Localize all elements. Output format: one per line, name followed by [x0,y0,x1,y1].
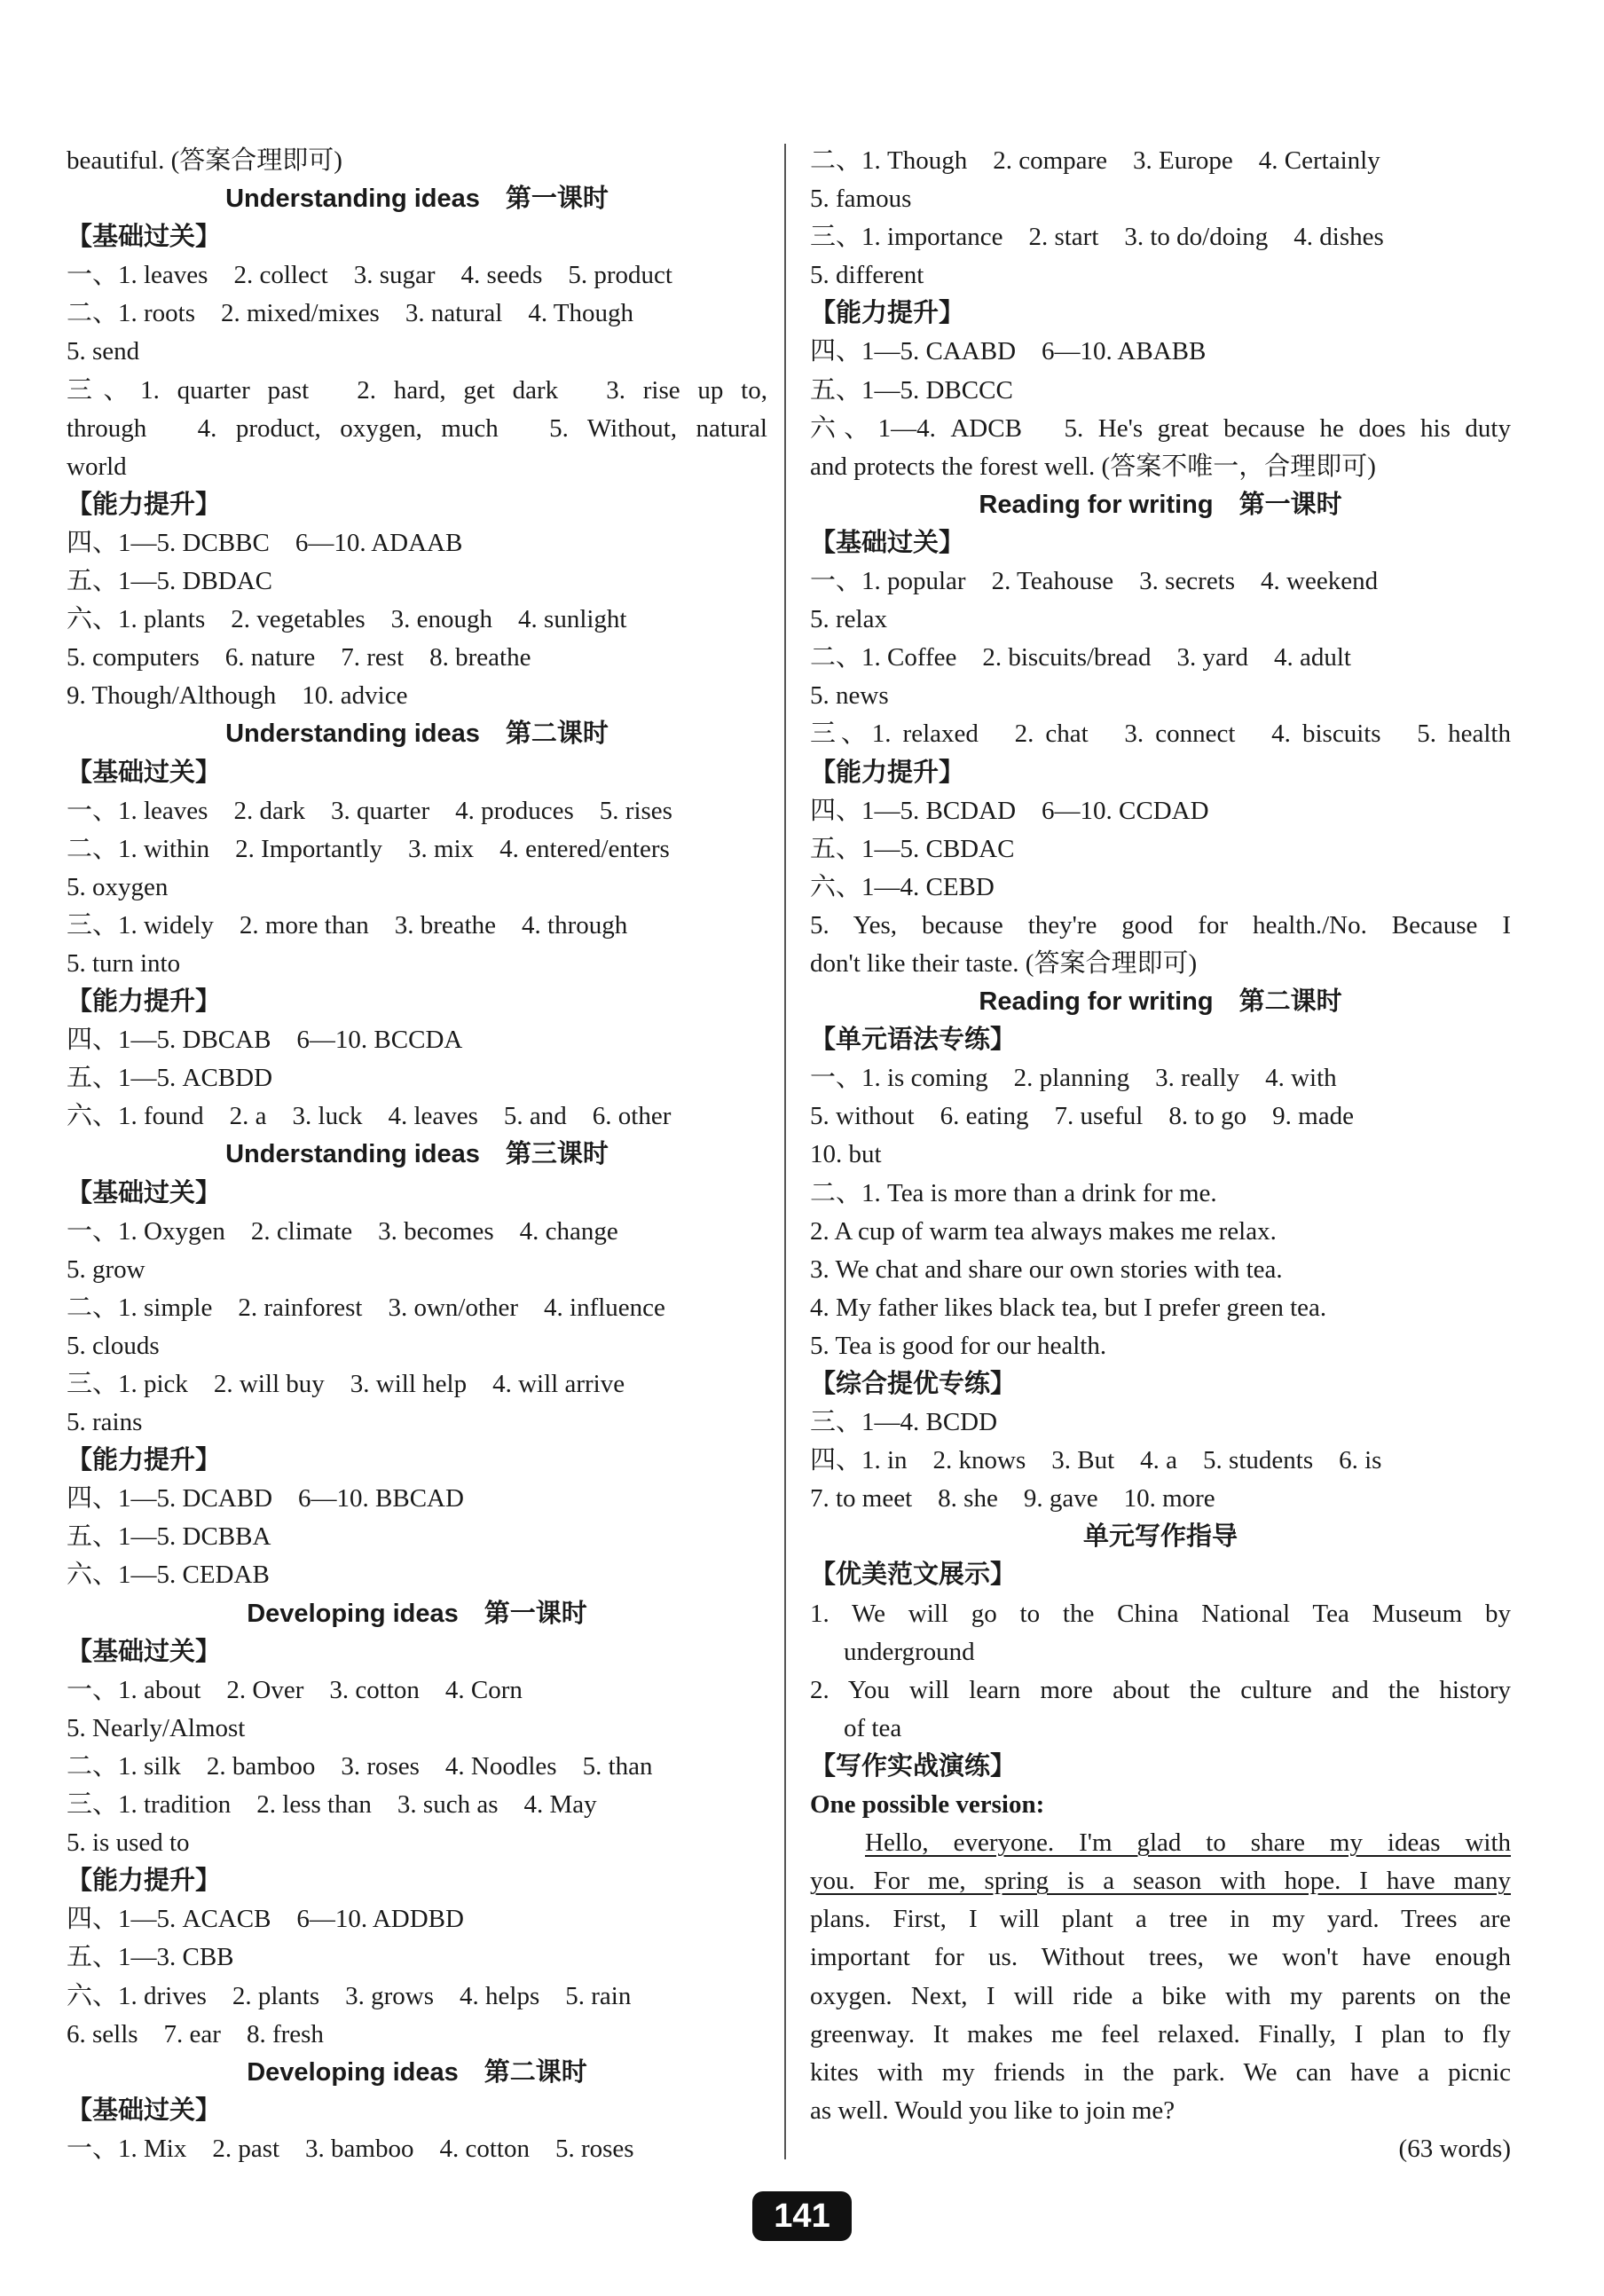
answer-line: important for us. Without trees, we won't have enough [810,1943,1511,1972]
answer-line: you. For me, spring is a season with hope. I have many [810,1867,1511,1896]
answer-line: 五、1—5. DBCCC [810,375,1013,405]
subsection-tag: 【基础过关】 [67,2095,222,2125]
right-column [810,142,1511,2168]
answer-line: 5. news [810,681,889,711]
answer-line: 1. We will go to the China National Tea Museum by [810,1599,1511,1628]
answer-line: 5. without 6. eating 7. useful 8. to go 9. made [810,1102,1354,1131]
answer-line: Hello, everyone. I'm glad to share my ideas with [865,1828,1511,1858]
section-heading: 单元写作指导 [1082,1522,1238,1552]
subsection-tag: 【优美范文展示】 [810,1561,1017,1590]
answer-line: oxygen. Next, I will ride a bike with my parents on the [810,1981,1511,2010]
answer-line: 六、1—4. ADCB 5. He's great because he does his duty [810,413,1511,443]
subsection-tag: 【能力提升】 [67,1867,222,1896]
answer-line: 四、1—5. ACACB 6—10. ADDBD [67,1905,464,1934]
answer-line: 7. to meet 8. she 9. gave 10. more [810,1484,1215,1514]
subsection-tag: 【能力提升】 [67,1446,222,1475]
answer-line: 5. oxygen [67,872,169,901]
section-heading: Reading for writing 第二课时 [979,987,1342,1017]
answer-line: 三、1. quarter past 2. hard, get dark 3. rise up to, [67,375,767,405]
subsection-tag: 【写作实战演练】 [810,1751,1017,1781]
answer-line: beautiful. (答案合理即可) [67,146,342,175]
subsection-tag: 【基础过关】 [810,528,965,557]
answer-line: 6. sells 7. ear 8. fresh [67,2019,324,2048]
answer-line: 二、1. within 2. Importantly 3. mix 4. entered/enters [67,834,670,863]
subsection-tag: 【能力提升】 [810,299,965,328]
answer-line: 一、1. leaves 2. collect 3. sugar 4. seeds 5. product [67,261,672,290]
answer-line: world [67,452,127,481]
answer-line: 五、1—5. DBDAC [67,567,273,596]
answer-line: through 4. product, oxygen, much 5. Without, natural [67,413,767,443]
answer-line: and protects the forest well. (答案不唯一，合理即可) [810,452,1376,481]
section-heading: Developing ideas 第一课时 [247,1599,587,1628]
section-heading: Developing ideas 第二课时 [247,2057,587,2087]
answer-line: 5. turn into [67,948,181,978]
answer-line: 2. You will learn more about the culture and the history [810,1675,1511,1704]
answer-line: 一、1. Mix 2. past 3. bamboo 4. cotton 5. roses [67,2134,634,2163]
answer-line: 一、1. about 2. Over 3. cotton 4. Corn [67,1675,523,1704]
answer-line: 四、1—5. DCABD 6—10. BBCAD [67,1484,464,1514]
answer-line: greenway. It makes me feel relaxed. Finally, I plan to fly [810,2019,1511,2048]
answer-line: 五、1—5. ACBDD [67,1064,273,1093]
answer-line: 四、1—5. DBCAB 6—10. BCCDA [67,1026,463,1055]
answer-line: 六、1—4. CEBD [810,872,995,901]
answer-line: kites with my friends in the park. We can have a picnic [810,2057,1511,2087]
answer-line: plans. First, I will plant a tree in my yard. Trees are [810,1905,1511,1934]
column-divider [784,144,786,2159]
answer-line: 5. Tea is good for our health. [810,1331,1107,1360]
answer-line: 一、1. Oxygen 2. climate 3. becomes 4. change [67,1216,618,1246]
section-heading: Understanding ideas 第一课时 [225,185,609,214]
answer-line: of tea [844,1713,902,1742]
answer-line: 二、1. roots 2. mixed/mixes 3. natural 4. Though [67,299,634,328]
answer-line: 二、1. Though 2. compare 3. Europe 4. Certainly [810,146,1380,175]
subsection-tag: 【能力提升】 [67,490,222,519]
subsection-tag: 【基础过关】 [67,1178,222,1207]
answer-line: 四、1. in 2. knows 3. But 4. a 5. students 6. is [810,1446,1382,1475]
answer-line: 六、1. drives 2. plants 3. grows 4. helps 5. rain [67,1981,632,2010]
answer-line: 三、1. pick 2. will buy 3. will help 4. will arrive [67,1370,625,1398]
answer-line: 3. We chat and share our own stories with tea. [810,1254,1283,1284]
answer-line: 5. is used to [67,1828,190,1858]
answer-line: 五、1—3. CBB [67,1943,234,1972]
answer-line: 六、1. plants 2. vegetables 3. enough 4. sunlight [67,605,627,634]
answer-line: 5. rains [67,1408,143,1437]
answer-line: 5. different [810,261,924,290]
answer-line: as well. Would you like to join me? [810,2095,1175,2125]
answer-line: 三、1. widely 2. more than 3. breathe 4. through [67,910,628,940]
answer-line: 4. My father likes black tea, but I prefer green tea. [810,1293,1327,1322]
left-column [67,142,767,2168]
answer-line: 三、1. relaxed 2. chat 3. connect 4. biscuits 5. health [810,719,1511,749]
answer-line: 六、1—5. CEDAB [67,1561,270,1590]
answer-line: don't like their taste. (答案合理即可) [810,948,1198,978]
section-heading: Reading for writing 第一课时 [979,490,1342,519]
answer-line: 六、1. found 2. a 3. luck 4. leaves 5. and 6. other [67,1102,672,1131]
subsection-tag: 【能力提升】 [810,758,965,787]
answer-line: 一、1. leaves 2. dark 3. quarter 4. produces 5. rises [67,796,672,825]
answer-line: 五、1—5. DCBBA [67,1522,271,1552]
answer-line: 三、1. tradition 2. less than 3. such as 4. May [67,1790,597,1820]
answer-line: One possible version: [810,1790,1045,1820]
answer-line: 五、1—5. CBDAC [810,834,1015,863]
answer-line: 5. send [67,337,140,366]
answer-line: 9. Though/Although 10. advice [67,681,408,711]
answer-line: 二、1. Tea is more than a drink for me. [810,1178,1217,1207]
section-heading: Understanding ideas 第三课时 [225,1140,609,1169]
answer-line: 5. Yes, because they're good for health./No. Because I [810,910,1511,940]
section-heading: Understanding ideas 第二课时 [225,719,609,749]
answer-line: 5. Nearly/Almost [67,1713,246,1742]
answer-line: 5. clouds [67,1331,160,1360]
answer-line: 四、1—5. BCDAD 6—10. CCDAD [810,796,1209,825]
answer-line: 5. grow [67,1254,145,1284]
answer-line: 5. computers 6. nature 7. rest 8. breathe [67,643,531,672]
answer-line: 5. famous [810,185,912,214]
answer-line: 四、1—5. DCBBC 6—10. ADAAB [67,528,463,557]
subsection-tag: 【能力提升】 [67,987,222,1017]
answer-line: 三、1—4. BCDD [810,1408,998,1437]
subsection-tag: 【基础过关】 [67,1637,222,1666]
subsection-tag: 【单元语法专练】 [810,1026,1017,1055]
answer-line: (63 words) [1398,2134,1511,2163]
answer-line: 一、1. popular 2. Teahouse 3. secrets 4. weekend [810,567,1379,596]
answer-line: 二、1. silk 2. bamboo 3. roses 4. Noodles 5. than [67,1751,653,1781]
answer-line: 二、1. Coffee 2. biscuits/bread 3. yard 4. adult [810,643,1351,672]
subsection-tag: 【综合提优专练】 [810,1370,1017,1398]
answer-line: 四、1—5. CAABD 6—10. ABABB [810,337,1207,366]
subsection-tag: 【基础过关】 [67,758,222,787]
answer-line: 一、1. is coming 2. planning 3. really 4. with [810,1064,1337,1093]
page-number: 141 [752,2191,852,2241]
answer-line: 2. A cup of warm tea always makes me relax. [810,1216,1277,1246]
answer-line: 二、1. simple 2. rainforest 3. own/other 4. influence [67,1293,665,1322]
answer-line: underground [844,1637,975,1666]
subsection-tag: 【基础过关】 [67,223,222,252]
answer-line: 三、1. importance 2. start 3. to do/doing 4. dishes [810,223,1384,252]
answer-line: 10. but [810,1140,882,1169]
answer-line: 5. relax [810,605,887,634]
